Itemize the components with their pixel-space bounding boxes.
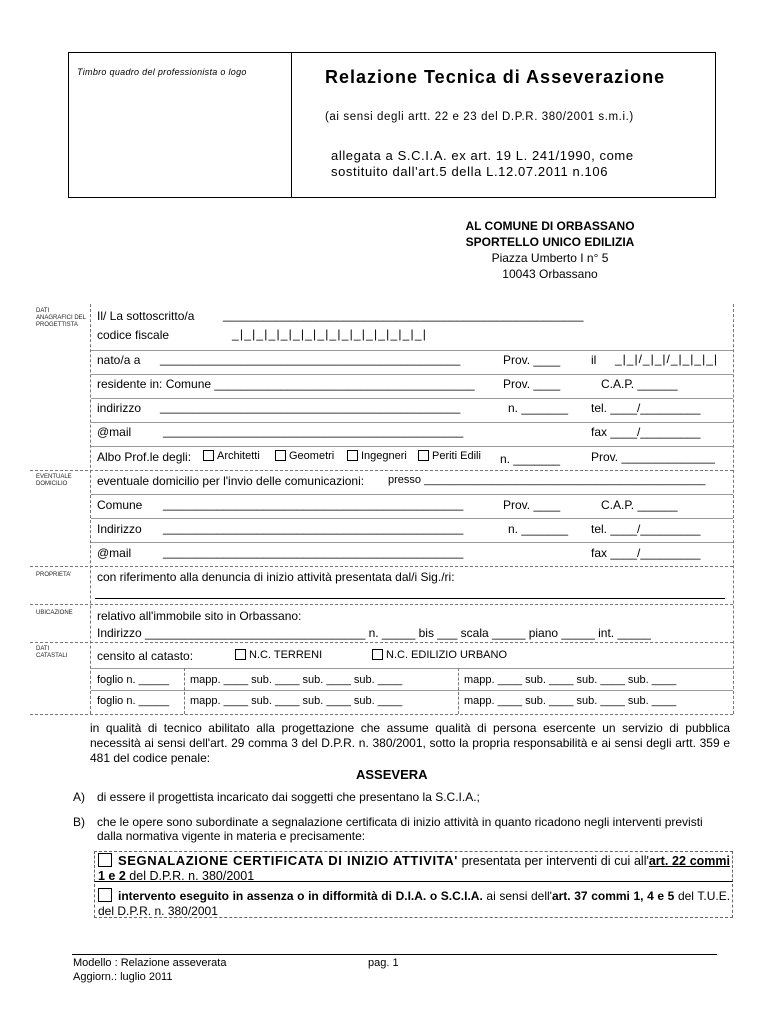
catasto-separator bbox=[184, 668, 185, 714]
divider-catastali bbox=[30, 642, 733, 643]
stamp-label: Timbro quadro del professionista o logo bbox=[77, 67, 247, 77]
albo-label: Albo Prof.le degli: bbox=[97, 450, 192, 464]
residente-field[interactable]: residente in: Comune _______________________________________ bbox=[97, 377, 475, 391]
recipient-comune: AL COMUNE DI ORBASSANO bbox=[465, 219, 635, 233]
recipient-sportello: SPORTELLO UNICO EDILIZIA bbox=[465, 235, 635, 249]
divider-end bbox=[30, 714, 733, 715]
domicilio-comune-label: Comune bbox=[97, 498, 143, 512]
item-b-label: B) bbox=[73, 815, 85, 829]
fax-field[interactable]: fax ____/_________ bbox=[591, 425, 701, 439]
domicilio-cap-field[interactable]: C.A.P. ______ bbox=[601, 498, 678, 512]
checkbox-icon[interactable] bbox=[418, 450, 429, 461]
sottoscritto-field[interactable]: ______________________________________________________ bbox=[223, 308, 584, 322]
domicilio-comune-field[interactable]: _____________________________________________ bbox=[163, 497, 464, 511]
footer-modello: Modello : Relazione asseverata bbox=[73, 957, 227, 969]
catasto-separator bbox=[458, 668, 459, 714]
recipient-block bbox=[430, 218, 670, 282]
foglio-field[interactable]: foglio n. _____ bbox=[97, 674, 170, 686]
domicilio-numero-field[interactable]: n. _______ bbox=[508, 522, 569, 536]
proprieta-text: con riferimento alla denuncia di inizio attività presentata dal/i Sig./ri: bbox=[97, 570, 455, 584]
nato-prov-field[interactable]: Prov. ____ bbox=[503, 353, 561, 367]
tel-field[interactable]: tel. ____/_________ bbox=[591, 401, 701, 415]
checkbox-icon[interactable] bbox=[347, 450, 358, 461]
row-line bbox=[91, 446, 733, 447]
label-ubicazione: UBICAZIONE bbox=[36, 610, 73, 616]
row-line bbox=[91, 350, 733, 351]
domicilio-presso-field[interactable]: presso ______________________________________________ bbox=[388, 474, 706, 486]
domicilio-indirizzo-field[interactable]: _____________________________________________ bbox=[163, 521, 464, 535]
stamp-area bbox=[69, 53, 292, 197]
numero-field[interactable]: n. _______ bbox=[508, 401, 569, 415]
assevera-heading: ASSEVERA bbox=[356, 767, 428, 782]
sottoscritto-label: Il/ La sottoscritto/a bbox=[97, 309, 195, 323]
albo-option-architetti[interactable]: Architetti bbox=[203, 450, 260, 462]
checkbox-icon[interactable] bbox=[235, 649, 246, 660]
catasto-urbano-option[interactable]: N.C. EDILIZIO URBANO bbox=[372, 649, 507, 661]
domicilio-intro: eventuale domicilio per l'invio delle comunicazioni: bbox=[97, 474, 365, 488]
residente-prov-field[interactable]: Prov. ____ bbox=[503, 377, 561, 391]
recipient-city: 10043 Orbassano bbox=[502, 267, 598, 281]
form-right-border bbox=[733, 304, 734, 714]
mapp-group-urbano[interactable]: mapp. ____ sub. ____ sub. ____ sub. ____ bbox=[464, 674, 677, 686]
domicilio-fax-field[interactable]: fax ____/_________ bbox=[591, 546, 701, 560]
divider-proprieta bbox=[30, 566, 733, 567]
checkbox-icon[interactable] bbox=[203, 450, 214, 461]
catasto-label: censito al catasto: bbox=[97, 649, 194, 663]
row-line bbox=[91, 374, 733, 375]
attach-line-1: allegata a S.C.I.A. ex art. 19 L. 241/1990, come bbox=[331, 148, 634, 163]
footer-rule bbox=[72, 954, 717, 955]
item-b-text: che le opere sono subordinate a segnalazione certificata di inizio attività in quanto ricadono negli interventi previsti dalla normativa vigente in materia e precisamente: bbox=[97, 815, 703, 843]
albo-option-ingegneri[interactable]: Ingegneri bbox=[347, 450, 407, 462]
il-label: il bbox=[591, 353, 597, 367]
header-box bbox=[68, 52, 716, 198]
mapp-group-terreni[interactable]: mapp. ____ sub. ____ sub. ____ sub. ____ bbox=[190, 674, 403, 686]
mapp-group-terreni[interactable]: mapp. ____ sub. ____ sub. ____ sub. ____ bbox=[190, 695, 403, 707]
domicilio-mail-label: @mail bbox=[97, 546, 132, 560]
item-a-label: A) bbox=[73, 790, 85, 804]
divider-ubicazione bbox=[30, 604, 733, 605]
checkbox-icon[interactable] bbox=[275, 450, 286, 461]
ubicazione-line-1: relativo all'immobile sito in Orbassano: bbox=[97, 609, 302, 623]
divider-domicilio bbox=[30, 470, 733, 471]
albo-prov-field[interactable]: Prov. ______________ bbox=[591, 450, 715, 464]
row-line bbox=[91, 518, 733, 519]
checkbox-icon[interactable] bbox=[372, 649, 383, 660]
row-line bbox=[91, 494, 733, 495]
proprieta-field[interactable] bbox=[95, 598, 725, 599]
indirizzo-label: indirizzo bbox=[97, 401, 142, 415]
option-scia[interactable]: SEGNALAZIONE CERTIFICATA DI INIZIO ATTIVITA' presentata per interventi di cui all'art. 22 commi 1 e 2 del D.P.R. n. 380/2001 bbox=[98, 853, 730, 883]
body-paragraph: in qualità di tecnico abilitato alla progettazione che assume qualità di persona esercente un servizio di pubblica necessità ai sensi dell'art. 29 comma 3 del D.P.R. n. 380/2001, sotto la propria responsabilità e ai sensi degli artt. 359 e 481 del codice penale: bbox=[90, 721, 730, 765]
albo-option-geometri[interactable]: Geometri bbox=[275, 450, 334, 462]
catasto-terreni-option[interactable]: N.C. TERRENI bbox=[235, 649, 322, 661]
row-line bbox=[91, 690, 733, 691]
row-line bbox=[91, 422, 733, 423]
row-line bbox=[91, 542, 733, 543]
label-domicilio: EVENTUALE DOMICILIO bbox=[36, 474, 72, 487]
document-title: Relazione Tecnica di Asseverazione bbox=[325, 67, 666, 87]
domicilio-mail-field[interactable]: _____________________________________________ bbox=[163, 545, 464, 559]
domicilio-prov-field[interactable]: Prov. ____ bbox=[503, 498, 561, 512]
checkbox-icon[interactable] bbox=[98, 888, 112, 902]
nato-label: nato/a a bbox=[97, 353, 141, 367]
domicilio-tel-field[interactable]: tel. ____/_________ bbox=[591, 522, 701, 536]
ubicazione-address-field[interactable]: Indirizzo _________________________________ n. _____ bis ___ scala _____ piano _____ int. _____ bbox=[97, 626, 651, 640]
option-difformita[interactable]: intervento eseguito in assenza o in difformità di D.I.A. o S.C.I.A. ai sensi dell'art. 37 commi 1, 4 e 5 del T.U.E. del D.P.R. n. 380/2001 bbox=[98, 889, 731, 918]
nato-field[interactable]: _____________________________________________ bbox=[160, 352, 461, 366]
mail-label: @mail bbox=[97, 425, 132, 439]
indirizzo-field[interactable]: _____________________________________________ bbox=[160, 400, 461, 414]
footer-page-number: pag. 1 bbox=[368, 957, 399, 969]
albo-numero-field[interactable]: n. _______ bbox=[500, 452, 561, 466]
form-left-border bbox=[90, 304, 91, 714]
mapp-group-urbano[interactable]: mapp. ____ sub. ____ sub. ____ sub. ____ bbox=[464, 695, 677, 707]
attach-line-2: sostituito dall'art.5 della L.12.07.2011 n.106 bbox=[331, 164, 609, 179]
footer-aggiorn: Aggiorn.: luglio 2011 bbox=[73, 971, 173, 983]
label-proprieta: PROPRIETA' bbox=[36, 572, 72, 578]
recipient-address: Piazza Umberto I n° 5 bbox=[491, 251, 609, 265]
label-catastali: DATI CATASTALI bbox=[36, 646, 68, 659]
codice-fiscale-field[interactable]: _|_|_|_|_|_|_|_|_|_|_|_|_|_|_|_| bbox=[232, 327, 428, 341]
label-dati-anagrafici: DATI ANAGRAFICI DEL PROGETTISTA bbox=[36, 308, 86, 328]
albo-option-periti[interactable]: Periti Edili bbox=[418, 450, 481, 462]
document-subtitle: (ai sensi degli artt. 22 e 23 del D.P.R. 380/2001 s.m.i.) bbox=[325, 111, 634, 123]
mail-field[interactable]: _____________________________________________ bbox=[163, 424, 464, 438]
row-line bbox=[91, 398, 733, 399]
codice-fiscale-label: codice fiscale bbox=[97, 328, 170, 342]
birth-date-field[interactable]: _|_|/_|_|/_|_|_|_| bbox=[615, 352, 718, 366]
residente-cap-field[interactable]: C.A.P. ______ bbox=[601, 377, 678, 391]
foglio-field[interactable]: foglio n. _____ bbox=[97, 695, 170, 707]
domicilio-indirizzo-label: Indirizzo bbox=[97, 522, 142, 536]
checkbox-icon[interactable] bbox=[98, 853, 112, 867]
item-a-text: di essere il progettista incaricato dai soggetti che presentano la S.C.I.A.; bbox=[97, 790, 480, 804]
row-line bbox=[91, 668, 733, 669]
